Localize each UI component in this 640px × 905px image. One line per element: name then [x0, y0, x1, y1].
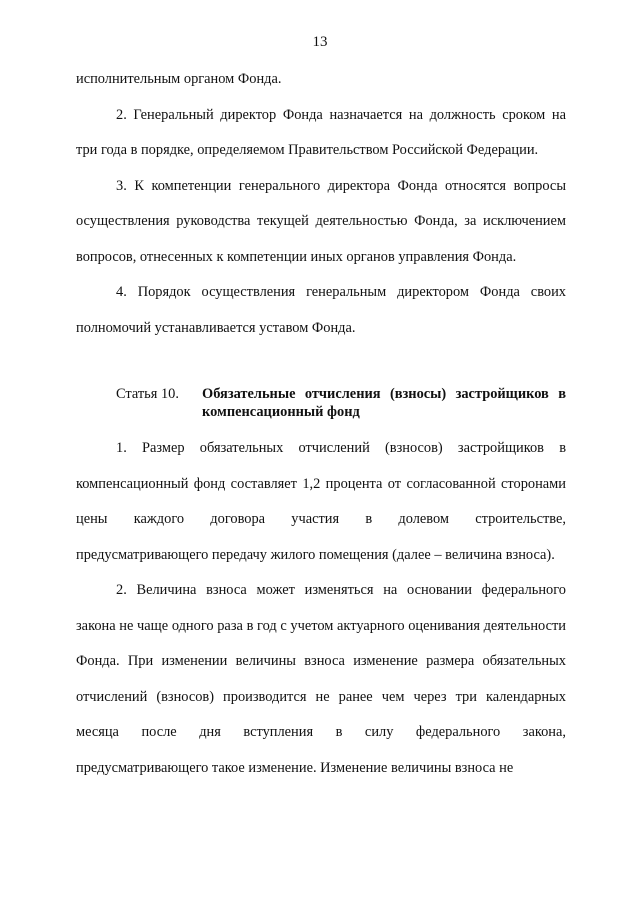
article-paragraph-1: 1. Размер обязательных отчислений (взносов) застройщиков в компенсационный фонд составляет 1,2 процента от согласованной сторонами цены каждого договора участия в долевом строительстве, предусматривающего передачу жилого помещения (далее – величина взноса). [76, 440, 566, 563]
article-title: Обязательные отчисления (взносы) застройщиков в компенсационный фонд [202, 386, 566, 420]
article-number: Статья 10. [116, 386, 179, 402]
text-block-bottom [76, 431, 566, 786]
paragraph-4: 4. Порядок осуществления генеральным директором Фонда своих полномочий устанавливается уставом Фонда. [76, 284, 566, 336]
paragraph-continuation: исполнительным органом Фонда. [76, 71, 282, 87]
article-paragraph-2: 2. Величина взноса может изменяться на основании федерального закона не чаще одного раза в год с учетом актуарного оценивания деятельности Фонда. При изменении величины взноса изменение размера обязательных отчислений (взносов) производится не ранее чем через три календарных месяца после дня вступления в силу федерального закона, предусматривающего такое изменение. Изменение величины взноса не [76, 582, 566, 776]
paragraph-2: 2. Генеральный директор Фонда назначается на должность сроком на три года в порядке, определяемом Правительством Российской Федерации. [76, 106, 566, 158]
text-block-top [76, 62, 566, 346]
paragraph-3: 3. К компетенции генерального директора Фонда относятся вопросы осуществления руководства текущей деятельностью Фонда, за исключением вопросов, отнесенных к компетенции иных органов управления Фонда. [76, 177, 566, 265]
page-number: 13 [312, 34, 328, 50]
article-heading [116, 385, 566, 421]
